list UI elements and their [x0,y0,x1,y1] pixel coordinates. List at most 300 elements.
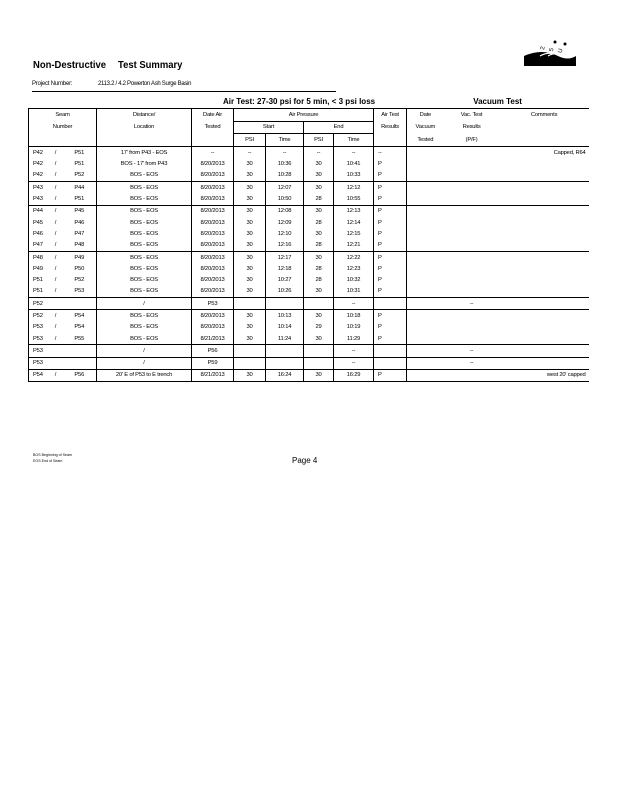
vac-results-header: Results [462,124,481,131]
start-header: Start [234,121,304,134]
vacuum-header: Vacuum [415,124,436,131]
cell-air-test-result [374,298,407,310]
cell-location: BOS - EOS [97,217,192,228]
vacuum-tested-header: Tested [407,134,444,147]
cell-end-time: -- [334,357,374,369]
table-row [29,147,589,159]
cell-location: BOS - EOS [97,274,192,285]
cell-seam-separator: / [54,324,57,331]
distance-header: Distance/ [97,108,192,121]
cell-seam-separator [49,298,63,310]
cell-start-time: 12:17 [266,251,304,263]
cell-seam-end: P51 [63,147,97,159]
cell-air-test-result: P [374,170,407,182]
cell-end-psi [304,298,334,310]
cell-vacuum-date [407,158,444,169]
cell-seam-start: P53 [29,345,49,357]
cell-seam-separator: / [54,208,57,215]
table-row [29,251,589,263]
svg-text:5: 5 [548,47,556,52]
cell-air-test-result: P [374,205,407,217]
cell-seam-end: P49 [63,251,97,263]
cell-vacuum-date [407,298,444,310]
vac-test-header: Vac. Test [444,108,500,121]
cell-location: 17' from P43 - EOS [97,147,192,159]
air-pressure-header: Air Pressure [234,108,374,121]
cell-end-psi: 30 [304,228,334,239]
cell-vacuum-date [407,217,444,228]
page-number: Page 4 [292,456,318,465]
cell-seam-end: P48 [63,240,97,252]
cell-comments [500,310,589,322]
cell-start-time: 12:08 [266,205,304,217]
cell-date-air-tested: 8/20/2013 [192,274,234,285]
cell-start-time [266,357,304,369]
cell-comments [500,240,589,252]
cell-start-time: 16:24 [266,369,304,381]
cell-vacuum-date [407,357,444,369]
cell-vacuum-result [444,228,500,239]
cell-date-air-tested: 8/20/2013 [192,205,234,217]
results-header: Results [374,121,407,134]
cell-start-psi: 30 [234,369,266,381]
cell-air-test-result: -- [374,147,407,159]
cell-vacuum-result [444,310,500,322]
end-psi-header: PSI [304,134,334,147]
pf-header: (P/F) [444,134,500,147]
cell-start-psi: 30 [234,240,266,252]
cell-air-test-result: P [374,251,407,263]
cell-seam-end: P51 [63,158,97,169]
cell-air-test-result: P [374,369,407,381]
cell-seam-separator: / [54,254,57,261]
cell-start-time: 11:24 [266,333,304,345]
cell-vacuum-date [407,182,444,194]
tested-header: Tested [192,121,234,134]
project-number-value: 2113.2 / 4.2 Powerton Ash Surge Basin [98,81,192,87]
table-row [29,217,589,228]
cell-end-time: 10:31 [334,286,374,298]
cell-seam-start: P42 [29,170,49,182]
cell-seam-end [63,298,97,310]
cell-location: BOS - EOS [97,310,192,322]
cell-end-psi: -- [304,147,334,159]
cell-date-air-tested: 8/20/2013 [192,158,234,169]
table-row [29,228,589,239]
cell-end-time: 12:12 [334,182,374,194]
cell-end-time: 10:32 [334,274,374,285]
cell-comments [500,217,589,228]
legend-eos: EOS End of Seam [33,459,63,463]
cell-date-air-tested: -- [192,147,234,159]
cell-date-air-tested: 8/20/2013 [192,310,234,322]
table-row [29,357,589,369]
cell-vacuum-result [444,217,500,228]
cell-start-psi: 30 [234,193,266,205]
cell-end-time: 10:55 [334,193,374,205]
cell-air-test-result: P [374,274,407,285]
cell-seam-start: P52 [29,298,49,310]
table-row [29,333,589,345]
cell-end-psi: 28 [304,193,334,205]
cell-comments: Capped, R64 [500,147,589,159]
svg-text:2: 2 [540,46,547,51]
cell-end-time: -- [334,298,374,310]
cell-comments [500,298,589,310]
cell-start-time [266,345,304,357]
cell-end-time: -- [334,345,374,357]
cell-start-time [266,298,304,310]
cell-vacuum-date [407,274,444,285]
cell-seam-end [63,345,97,357]
cell-vacuum-date [407,310,444,322]
cell-end-psi: 30 [304,205,334,217]
cell-comments: west 20' capped [500,369,589,381]
cell-vacuum-date [407,286,444,298]
cell-date-air-tested: 8/20/2013 [192,228,234,239]
cell-location: BOS - 17' from P43 [97,158,192,169]
cell-location: BOS - EOS [97,286,192,298]
cell-vacuum-date [407,228,444,239]
cell-location: BOS - EOS [97,205,192,217]
legend-bos: BOS Beginning of Seam [33,453,72,457]
cell-vacuum-date [407,170,444,182]
cell-seam-start: P42 [29,147,49,159]
cell-seam-start: P43 [29,182,49,194]
cell-start-psi [234,298,266,310]
cell-comments [500,158,589,169]
cell-vacuum-result [444,286,500,298]
cell-end-time: 12:22 [334,251,374,263]
cell-start-psi: 30 [234,263,266,274]
cell-start-psi: 30 [234,286,266,298]
cell-air-test-result: P [374,228,407,239]
cell-start-time: 10:26 [266,286,304,298]
cell-start-psi: 30 [234,322,266,333]
cell-seam-end: P55 [63,333,97,345]
cell-seam-end: P51 [63,193,97,205]
seam-header: Seam [29,108,97,121]
cell-start-psi: 30 [234,217,266,228]
cell-date-air-tested: 8/20/2013 [192,240,234,252]
cell-end-time: 12:21 [334,240,374,252]
cell-start-time: 10:36 [266,158,304,169]
cell-air-test-result: P [374,182,407,194]
cell-date-air-tested: 8/20/2013 [192,286,234,298]
table-row [29,345,589,357]
air-test-header: Air Test [374,108,407,121]
cell-location: BOS - EOS [97,170,192,182]
start-psi-header: PSI [234,134,266,147]
cell-end-time: 10:41 [334,158,374,169]
cell-comments [500,333,589,345]
air-test-title: Air Test: 27-30 psi for 5 min, < 3 psi loss [222,97,376,107]
cell-seam-end: P54 [63,322,97,333]
cell-vacuum-result: -- [444,345,500,357]
cell-end-psi: 28 [304,240,334,252]
cell-end-psi: 30 [304,251,334,263]
cell-air-test-result: P [374,333,407,345]
cell-vacuum-date [407,345,444,357]
table-row [29,182,589,194]
cell-location: BOS - EOS [97,251,192,263]
cell-seam-start: P43 [29,193,49,205]
cell-vacuum-date [407,193,444,205]
cell-seam-start: P53 [29,357,49,369]
cell-end-psi: 29 [304,322,334,333]
cell-start-psi [234,357,266,369]
cell-date-air-tested: 8/20/2013 [192,217,234,228]
cell-seam-start: P45 [29,217,49,228]
cell-end-psi: 30 [304,286,334,298]
cell-air-test-result: P [374,286,407,298]
cell-location: 20' E of P53 to E trench [97,369,192,381]
cell-seam-separator: / [49,170,63,182]
cell-end-time: 12:13 [334,205,374,217]
cell-vacuum-date [407,251,444,263]
cell-comments [500,251,589,263]
table-row [29,205,589,217]
cell-vacuum-date [407,333,444,345]
cell-vacuum-result [444,369,500,381]
cell-seam-end: P56 [63,369,97,381]
end-header: End [304,121,374,134]
header-row-4 [29,134,589,147]
table-row [29,369,589,381]
cell-start-time: 12:18 [266,263,304,274]
cell-comments [500,345,589,357]
cell-seam-start: P44 [29,205,49,217]
cell-vacuum-result [444,193,500,205]
cell-location: BOS - EOS [97,240,192,252]
cell-seam-separator: / [54,161,57,168]
cell-start-time: 10:28 [266,170,304,182]
vacuum-test-title: Vacuum Test [473,97,522,107]
cell-seam-start: P42 [29,158,49,169]
cell-vacuum-date [407,205,444,217]
cell-comments [500,322,589,333]
cell-seam-start: P53 [29,322,49,333]
cell-start-time: 10:27 [266,274,304,285]
cell-seam-start: P54 [29,369,49,381]
cell-start-psi: 30 [234,170,266,182]
cell-seam-separator [49,345,63,357]
cell-end-psi: 30 [304,369,334,381]
cell-comments [500,228,589,239]
cell-end-psi: 30 [304,182,334,194]
cell-seam-end: P52 [63,170,97,182]
header-row-3 [29,121,589,134]
table-body [29,147,589,382]
project-number-label: Project Number: [32,81,73,87]
svg-text:U: U [557,48,565,54]
cell-end-time: 12:23 [334,263,374,274]
table-row [29,310,589,322]
cell-start-time: 10:14 [266,322,304,333]
cell-start-time: 12:10 [266,228,304,239]
cell-seam-end: P53 [63,286,97,298]
cell-start-psi: 30 [234,205,266,217]
cell-location: / [97,357,192,369]
cell-location: BOS - EOS [97,228,192,239]
cell-end-psi: 28 [304,263,334,274]
cell-air-test-result [374,345,407,357]
cell-vacuum-result [444,274,500,285]
cell-seam-start: P46 [29,228,49,239]
cell-date-air-tested: 8/20/2013 [192,170,234,182]
cell-comments [500,182,589,194]
cell-start-time: 10:50 [266,193,304,205]
date-header: Date [407,108,444,121]
cell-start-time: 10:13 [266,310,304,322]
comments-header: Comments [500,108,589,121]
cell-location: / [97,345,192,357]
table-row [29,240,589,252]
cell-vacuum-result [444,240,500,252]
cell-start-time: 12:16 [266,240,304,252]
cell-seam-separator [49,357,63,369]
cell-date-air-tested: 8/21/2013 [192,369,234,381]
cell-date-air-tested: 8/20/2013 [192,193,234,205]
cell-seam-separator: / [54,277,57,284]
cell-seam-separator: / [49,240,63,252]
cell-air-test-result: P [374,310,407,322]
cell-vacuum-date [407,240,444,252]
cell-start-psi: 30 [234,274,266,285]
cell-vacuum-date [407,147,444,159]
cell-start-time: 12:09 [266,217,304,228]
cell-vacuum-result [444,158,500,169]
cell-seam-end: P54 [63,310,97,322]
table-row [29,286,589,298]
cell-vacuum-result [444,170,500,182]
cell-date-air-tested: 8/20/2013 [192,322,234,333]
company-logo-icon [522,34,576,68]
cell-seam-start: P47 [29,240,49,252]
cell-seam-separator: / [49,193,63,205]
cell-seam-end: P47 [63,228,97,239]
cell-seam-separator: / [49,286,63,298]
table-row [29,298,589,310]
cell-seam-separator: / [54,230,57,237]
date-air-header: Date Air [192,108,234,121]
cell-seam-separator: / [49,369,63,381]
cell-vacuum-result [444,147,500,159]
cell-seam-separator: / [54,184,57,191]
cell-location: BOS - EOS [97,333,192,345]
cell-location: BOS - EOS [97,322,192,333]
table-row [29,263,589,274]
cell-vacuum-result [444,333,500,345]
cell-air-test-result: P [374,322,407,333]
cell-start-psi: 30 [234,310,266,322]
test-summary-table [28,96,589,382]
cell-seam-separator: / [49,147,63,159]
cell-vacuum-result: -- [444,298,500,310]
cell-end-time: 16:29 [334,369,374,381]
cell-comments [500,170,589,182]
table-row [29,158,589,169]
cell-end-time: 11:29 [334,333,374,345]
cell-date-air-tested: 8/20/2013 [192,251,234,263]
cell-location: / [97,298,192,310]
cell-date-air-tested: P53 [192,298,234,310]
cell-seam-separator: / [49,333,63,345]
end-time-header: Time [334,134,374,147]
cell-date-air-tested: 8/20/2013 [192,263,234,274]
table-row [29,193,589,205]
cell-end-time: 12:15 [334,228,374,239]
cell-date-air-tested: P59 [192,357,234,369]
cell-comments [500,274,589,285]
cell-end-psi: 30 [304,158,334,169]
cell-seam-separator: / [54,265,57,272]
cell-air-test-result: P [374,158,407,169]
header-row-2 [29,108,589,121]
number-header: Number [29,121,97,134]
location-header: Location [97,121,192,134]
cell-vacuum-result [444,251,500,263]
cell-end-psi [304,357,334,369]
cell-vacuum-result [444,322,500,333]
cell-comments [500,193,589,205]
cell-seam-start: P53 [29,333,49,345]
cell-end-time: 12:14 [334,217,374,228]
cell-seam-separator: / [54,219,57,226]
cell-air-test-result: P [374,263,407,274]
cell-end-psi: 30 [304,170,334,182]
cell-start-time: 12:07 [266,182,304,194]
cell-end-time: 10:19 [334,322,374,333]
cell-air-test-result [374,357,407,369]
cell-location: BOS - EOS [97,193,192,205]
cell-comments [500,286,589,298]
cell-seam-end: P52 [63,274,97,285]
cell-air-test-result: P [374,217,407,228]
cell-vacuum-result [444,205,500,217]
cell-end-time: -- [334,147,374,159]
cell-start-psi: 30 [234,251,266,263]
cell-location: BOS - EOS [97,182,192,194]
cell-seam-separator: / [54,312,57,319]
cell-seam-start: P48 [29,251,49,263]
cell-air-test-result: P [374,240,407,252]
cell-comments [500,205,589,217]
cell-end-psi: 28 [304,217,334,228]
table-row [29,170,589,182]
cell-vacuum-date [407,263,444,274]
cell-air-test-result: P [374,193,407,205]
cell-start-psi: -- [234,147,266,159]
cell-seam-start: P51 [29,274,49,285]
start-time-header: Time [266,134,304,147]
cell-end-psi: 28 [304,274,334,285]
cell-seam-start: P52 [29,310,49,322]
cell-date-air-tested: 8/21/2013 [192,333,234,345]
cell-seam-start: P49 [29,263,49,274]
cell-end-psi: 30 [304,310,334,322]
cell-seam-start: P51 [29,286,49,298]
header-row-1 [29,96,589,108]
table-row [29,274,589,285]
cell-end-time: 10:33 [334,170,374,182]
cell-date-air-tested: P56 [192,345,234,357]
cell-start-psi [234,345,266,357]
cell-start-time: -- [266,147,304,159]
title-nondestructive: Non-Destructive [33,59,106,71]
cell-location: BOS - EOS [97,263,192,274]
cell-vacuum-date [407,369,444,381]
